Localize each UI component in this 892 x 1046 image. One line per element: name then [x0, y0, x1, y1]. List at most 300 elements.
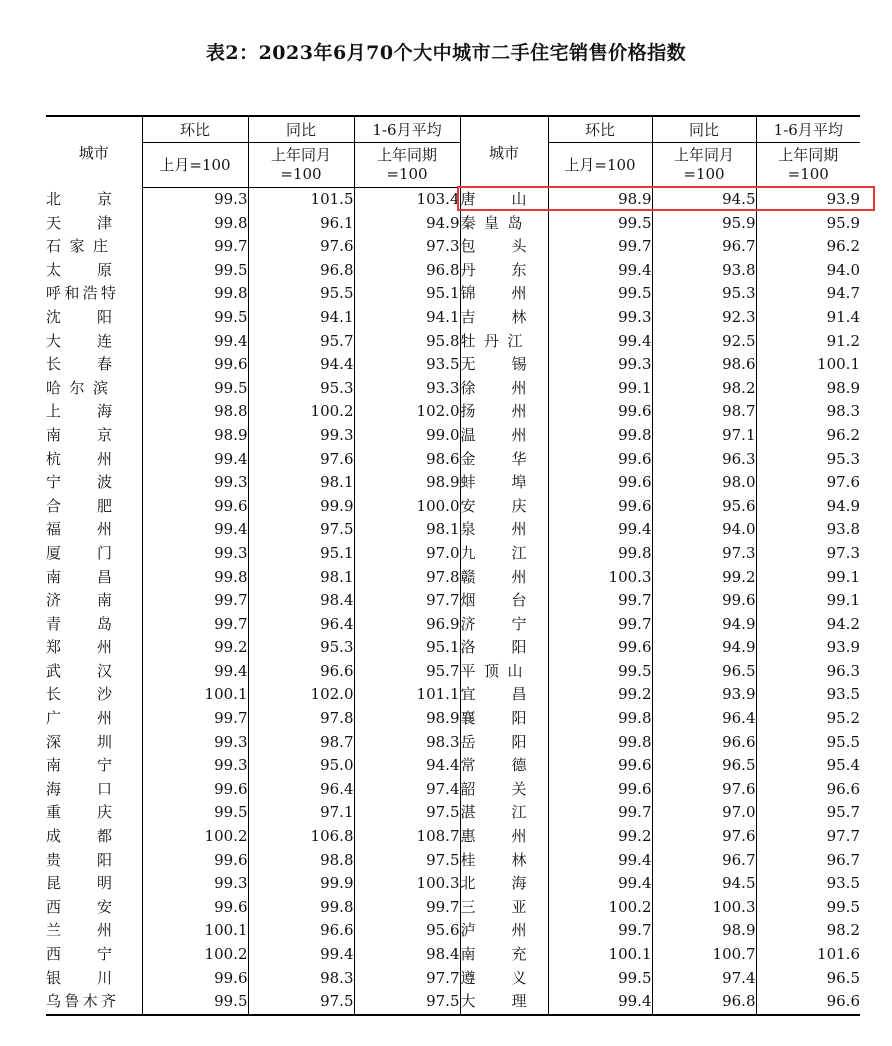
avg-cell-right: 96.2 [756, 424, 860, 448]
city-name: 安庆 [460, 496, 527, 515]
avg-cell: 98.4 [354, 943, 460, 967]
city-name: 太原 [46, 260, 112, 279]
avg-cell-right: 101.6 [756, 943, 860, 967]
city-name: 无锡 [460, 355, 527, 374]
city-name: 海口 [46, 779, 112, 798]
avg-base-line2-right: =100 [787, 165, 829, 183]
city-cell-right [460, 613, 548, 637]
avg-cell-right: 98.3 [756, 400, 860, 424]
avg-cell-right: 96.6 [756, 990, 860, 1015]
city-name: 扬州 [460, 402, 527, 421]
yoy-base-header [248, 143, 354, 188]
avg-cell: 108.7 [354, 825, 460, 849]
avg-cell: 102.0 [354, 400, 460, 424]
mom-cell-right: 99.6 [548, 471, 652, 495]
yoy-cell: 98.8 [248, 849, 354, 873]
yoy-cell-right: 96.8 [652, 990, 756, 1015]
avg-cell: 97.7 [354, 589, 460, 613]
avg-cell-right: 97.6 [756, 471, 860, 495]
mom-cell: 99.7 [142, 707, 248, 731]
yoy-cell: 95.1 [248, 542, 354, 566]
avg-cell-right: 96.6 [756, 778, 860, 802]
city-name: 昆明 [46, 874, 112, 893]
mom-cell: 99.6 [142, 495, 248, 519]
mom-cell: 99.3 [142, 188, 248, 212]
avg-cell: 95.1 [354, 282, 460, 306]
mom-cell-right: 99.4 [548, 990, 652, 1015]
avg-cell-right: 96.5 [756, 967, 860, 991]
yoy-cell: 97.6 [248, 235, 354, 259]
mom-cell: 99.8 [142, 212, 248, 236]
avg-cell: 97.5 [354, 990, 460, 1015]
mom-cell-right: 99.7 [548, 801, 652, 825]
city-name: 遵义 [460, 968, 527, 987]
table-row [46, 613, 860, 637]
city-name: 大连 [46, 331, 112, 350]
city-cell [46, 471, 142, 495]
city-cell [46, 801, 142, 825]
avg-cell-right: 99.5 [756, 896, 860, 920]
mom-cell: 99.5 [142, 377, 248, 401]
city-cell [46, 872, 142, 896]
yoy-base-line1: 上年同月 [270, 146, 331, 164]
city-cell-right [460, 424, 548, 448]
city-name: 泸州 [460, 921, 527, 940]
avg-cell-right: 91.2 [756, 330, 860, 354]
mom-cell-right: 99.8 [548, 542, 652, 566]
mom-cell: 99.3 [142, 754, 248, 778]
city-name: 乌鲁木齐 [46, 992, 116, 1011]
yoy-cell-right: 92.3 [652, 306, 756, 330]
avg-base-header [354, 143, 460, 188]
city-cell [46, 330, 142, 354]
city-name: 襄阳 [460, 709, 527, 728]
city-cell-right [460, 825, 548, 849]
avg-cell: 97.5 [354, 849, 460, 873]
yoy-cell-right: 100.3 [652, 896, 756, 920]
city-cell-right [460, 731, 548, 755]
avg-cell-right: 94.0 [756, 259, 860, 283]
mom-cell: 99.3 [142, 471, 248, 495]
avg-cell: 95.7 [354, 660, 460, 684]
mom-base-header-right: 上月=100 [548, 143, 652, 188]
table-row [46, 566, 860, 590]
city-name: 宜昌 [460, 685, 527, 704]
city-cell [46, 188, 142, 212]
city-name: 丹东 [460, 260, 527, 279]
yoy-cell-right: 94.0 [652, 518, 756, 542]
mom-cell: 99.7 [142, 235, 248, 259]
city-cell [46, 259, 142, 283]
city-cell-right [460, 872, 548, 896]
city-name: 温州 [460, 425, 527, 444]
mom-cell: 99.4 [142, 330, 248, 354]
city-cell [46, 518, 142, 542]
mom-cell: 99.6 [142, 353, 248, 377]
avg-cell: 95.1 [354, 636, 460, 660]
yoy-cell-right: 94.9 [652, 636, 756, 660]
city-name: 重庆 [46, 803, 112, 822]
city-name: 韶关 [460, 779, 527, 798]
city-name: 石家庄 [46, 237, 108, 256]
table-row [46, 259, 860, 283]
mom-cell: 100.1 [142, 919, 248, 943]
mom-cell-right: 100.2 [548, 896, 652, 920]
city-name: 长春 [46, 355, 112, 374]
city-cell-right [460, 754, 548, 778]
yoy-cell-right: 99.2 [652, 566, 756, 590]
avg-cell-right: 93.8 [756, 518, 860, 542]
city-name: 大理 [460, 992, 527, 1011]
yoy-cell: 97.6 [248, 448, 354, 472]
city-name: 长沙 [46, 685, 112, 704]
city-cell-right [460, 306, 548, 330]
avg-cell: 100.3 [354, 872, 460, 896]
table-row [46, 707, 860, 731]
city-cell [46, 636, 142, 660]
avg-cell: 93.3 [354, 377, 460, 401]
yoy-cell-right: 96.6 [652, 731, 756, 755]
avg-cell: 97.0 [354, 542, 460, 566]
mom-cell: 99.2 [142, 636, 248, 660]
yoy-cell: 96.6 [248, 919, 354, 943]
avg-cell-right: 93.5 [756, 872, 860, 896]
mom-cell-right: 99.4 [548, 518, 652, 542]
avg-header-right: 1-6月平均 [756, 116, 860, 143]
city-name: 济宁 [460, 614, 527, 633]
city-cell-right [460, 943, 548, 967]
table-row [46, 683, 860, 707]
city-name: 金华 [460, 449, 527, 468]
table-row [46, 589, 860, 613]
mom-cell: 99.7 [142, 613, 248, 637]
yoy-cell: 97.1 [248, 801, 354, 825]
yoy-cell: 99.8 [248, 896, 354, 920]
yoy-cell: 96.6 [248, 660, 354, 684]
city-cell-right [460, 778, 548, 802]
city-cell [46, 825, 142, 849]
avg-cell: 98.1 [354, 518, 460, 542]
city-cell-right [460, 849, 548, 873]
mom-cell-right: 99.7 [548, 919, 652, 943]
yoy-cell: 95.0 [248, 754, 354, 778]
mom-cell-right: 99.6 [548, 448, 652, 472]
yoy-cell: 94.1 [248, 306, 354, 330]
city-cell [46, 377, 142, 401]
table-row [46, 731, 860, 755]
mom-cell: 99.5 [142, 259, 248, 283]
yoy-cell: 102.0 [248, 683, 354, 707]
yoy-cell-right: 93.8 [652, 259, 756, 283]
city-name: 徐州 [460, 378, 527, 397]
city-cell-right [460, 353, 548, 377]
avg-cell-right: 98.9 [756, 377, 860, 401]
city-cell-right [460, 235, 548, 259]
mom-cell: 99.6 [142, 896, 248, 920]
yoy-cell-right: 96.7 [652, 235, 756, 259]
table-row [46, 330, 860, 354]
mom-cell: 99.7 [142, 589, 248, 613]
city-name: 成都 [46, 827, 112, 846]
avg-cell-right: 97.3 [756, 542, 860, 566]
yoy-base-header-right [652, 143, 756, 188]
avg-cell: 94.4 [354, 754, 460, 778]
yoy-cell-right: 96.7 [652, 849, 756, 873]
city-name: 常德 [460, 756, 527, 775]
avg-base-line1-right: 上年同期 [778, 146, 839, 164]
table-title: 表2：2023年6月70个大中城市二手住宅销售价格指数 [205, 42, 687, 64]
yoy-cell: 101.5 [248, 188, 354, 212]
yoy-cell-right: 98.6 [652, 353, 756, 377]
city-cell-right [460, 495, 548, 519]
mom-cell-right: 99.8 [548, 424, 652, 448]
city-name: 泉州 [460, 520, 527, 539]
city-cell [46, 707, 142, 731]
mom-cell-right: 100.1 [548, 943, 652, 967]
yoy-cell-right: 98.7 [652, 400, 756, 424]
city-name: 哈尔滨 [46, 378, 108, 397]
mom-cell-right: 99.7 [548, 235, 652, 259]
city-cell-right [460, 683, 548, 707]
table-row [46, 471, 860, 495]
city-cell-right [460, 448, 548, 472]
avg-cell: 97.4 [354, 778, 460, 802]
price-index-table [46, 115, 860, 1016]
city-name: 兰州 [46, 921, 112, 940]
avg-cell: 99.0 [354, 424, 460, 448]
mom-cell: 99.4 [142, 660, 248, 684]
mom-cell-right: 99.6 [548, 754, 652, 778]
avg-cell-right: 95.3 [756, 448, 860, 472]
city-name: 武汉 [46, 661, 112, 680]
mom-cell-right: 99.4 [548, 259, 652, 283]
yoy-cell-right: 98.9 [652, 919, 756, 943]
yoy-cell: 98.1 [248, 566, 354, 590]
city-name: 南充 [460, 945, 527, 963]
mom-cell-right: 99.6 [548, 495, 652, 519]
yoy-cell-right: 97.6 [652, 825, 756, 849]
city-name: 厦门 [46, 543, 112, 562]
mom-cell: 99.3 [142, 542, 248, 566]
city-name: 青岛 [46, 614, 112, 633]
mom-cell-right: 98.9 [548, 188, 652, 212]
city-name: 三亚 [460, 897, 527, 916]
avg-cell-right: 96.7 [756, 849, 860, 873]
mom-cell: 99.5 [142, 306, 248, 330]
city-name: 西安 [46, 897, 112, 916]
table-row [46, 849, 860, 873]
yoy-base-line1-right: 上年同月 [673, 146, 734, 164]
yoy-cell: 95.5 [248, 282, 354, 306]
avg-header: 1-6月平均 [354, 116, 460, 143]
city-cell [46, 235, 142, 259]
avg-cell-right: 93.9 [756, 188, 860, 212]
table-row [46, 495, 860, 519]
city-name: 秦皇岛 [460, 213, 523, 232]
yoy-cell: 98.1 [248, 471, 354, 495]
avg-cell-right: 93.5 [756, 683, 860, 707]
avg-cell: 101.1 [354, 683, 460, 707]
city-cell-right [460, 636, 548, 660]
mom-cell: 99.8 [142, 282, 248, 306]
avg-cell: 99.7 [354, 896, 460, 920]
avg-base-line2: =100 [386, 165, 428, 183]
mom-cell-right: 99.7 [548, 613, 652, 637]
avg-cell: 103.4 [354, 188, 460, 212]
table-row [46, 896, 860, 920]
city-cell [46, 660, 142, 684]
mom-cell-right: 99.1 [548, 377, 652, 401]
yoy-header: 同比 [248, 116, 354, 143]
city-cell [46, 306, 142, 330]
avg-cell: 98.9 [354, 471, 460, 495]
table-row [46, 990, 860, 1015]
table-row [46, 943, 860, 967]
header-row-2 [46, 143, 860, 188]
header-row-1 [46, 116, 860, 143]
city-name: 呼和浩特 [46, 284, 116, 303]
mom-cell: 99.3 [142, 872, 248, 896]
city-cell-right [460, 660, 548, 684]
mom-cell-right: 99.6 [548, 636, 652, 660]
yoy-cell-right: 97.1 [652, 424, 756, 448]
avg-base-line1: 上年同期 [376, 146, 437, 164]
city-name: 桂林 [460, 850, 527, 869]
yoy-cell: 96.4 [248, 778, 354, 802]
city-cell-right [460, 566, 548, 590]
city-name: 烟台 [460, 591, 527, 610]
mom-cell: 99.6 [142, 778, 248, 802]
table-row [46, 235, 860, 259]
city-cell-right [460, 967, 548, 991]
avg-cell-right: 99.1 [756, 589, 860, 613]
yoy-cell: 106.8 [248, 825, 354, 849]
city-cell [46, 282, 142, 306]
yoy-cell: 94.4 [248, 353, 354, 377]
yoy-cell: 99.3 [248, 424, 354, 448]
avg-cell: 98.9 [354, 707, 460, 731]
avg-cell: 97.5 [354, 801, 460, 825]
yoy-cell-right: 96.5 [652, 660, 756, 684]
table-row [46, 306, 860, 330]
table-row [46, 636, 860, 660]
city-cell-right [460, 518, 548, 542]
yoy-cell-right: 97.4 [652, 967, 756, 991]
mom-cell: 99.5 [142, 801, 248, 825]
mom-cell-right: 99.5 [548, 660, 652, 684]
city-cell-right [460, 330, 548, 354]
mom-cell: 99.8 [142, 566, 248, 590]
table-row [46, 188, 860, 212]
avg-cell-right: 98.2 [756, 919, 860, 943]
city-cell [46, 896, 142, 920]
city-header: 城市 [46, 116, 142, 188]
city-cell [46, 919, 142, 943]
city-cell [46, 424, 142, 448]
city-cell [46, 967, 142, 991]
mom-cell-right: 99.5 [548, 212, 652, 236]
mom-cell-right: 99.4 [548, 330, 652, 354]
city-name: 西宁 [46, 945, 112, 963]
city-cell-right [460, 707, 548, 731]
mom-cell-right: 99.3 [548, 353, 652, 377]
city-name: 南京 [46, 425, 112, 444]
avg-cell: 97.3 [354, 235, 460, 259]
city-cell [46, 212, 142, 236]
city-cell-right [460, 259, 548, 283]
mom-base-header: 上月=100 [142, 143, 248, 188]
yoy-cell-right: 94.5 [652, 872, 756, 896]
city-name: 合肥 [46, 496, 112, 515]
city-cell [46, 849, 142, 873]
avg-cell-right: 95.9 [756, 212, 860, 236]
mom-cell-right: 99.6 [548, 400, 652, 424]
mom-cell: 100.2 [142, 943, 248, 967]
city-name: 沈阳 [46, 307, 112, 326]
table-row [46, 448, 860, 472]
yoy-cell: 99.9 [248, 872, 354, 896]
mom-cell-right: 100.3 [548, 566, 652, 590]
yoy-cell: 95.3 [248, 377, 354, 401]
avg-cell: 94.9 [354, 212, 460, 236]
table-row [46, 754, 860, 778]
city-name: 洛阳 [460, 638, 527, 657]
city-cell-right [460, 801, 548, 825]
avg-cell-right: 95.7 [756, 801, 860, 825]
yoy-cell: 99.4 [248, 943, 354, 967]
city-name: 南昌 [46, 567, 112, 586]
yoy-cell-right: 93.9 [652, 683, 756, 707]
city-cell [46, 566, 142, 590]
table-row [46, 282, 860, 306]
mom-cell: 99.4 [142, 518, 248, 542]
yoy-cell: 99.9 [248, 495, 354, 519]
city-name: 赣州 [460, 567, 527, 586]
city-cell-right [460, 896, 548, 920]
city-name: 蚌埠 [460, 473, 527, 492]
table-row [46, 542, 860, 566]
city-name: 南宁 [46, 756, 112, 775]
city-header-right: 城市 [460, 116, 548, 188]
yoy-cell: 96.1 [248, 212, 354, 236]
mom-cell-right: 99.8 [548, 731, 652, 755]
mom-cell-right: 99.6 [548, 778, 652, 802]
yoy-cell-right: 96.3 [652, 448, 756, 472]
city-cell [46, 400, 142, 424]
city-cell [46, 495, 142, 519]
yoy-cell: 97.8 [248, 707, 354, 731]
city-cell-right [460, 990, 548, 1015]
city-cell [46, 613, 142, 637]
mom-header: 环比 [142, 116, 248, 143]
city-cell [46, 754, 142, 778]
yoy-cell-right: 96.5 [652, 754, 756, 778]
avg-cell-right: 100.1 [756, 353, 860, 377]
mom-cell-right: 99.3 [548, 306, 652, 330]
city-cell-right [460, 377, 548, 401]
table-row [46, 377, 860, 401]
mom-cell-right: 99.8 [548, 707, 652, 731]
yoy-cell-right: 92.5 [652, 330, 756, 354]
mom-cell-right: 99.2 [548, 683, 652, 707]
mom-cell: 98.8 [142, 400, 248, 424]
table-row [46, 919, 860, 943]
yoy-cell-right: 98.0 [652, 471, 756, 495]
table-row [46, 353, 860, 377]
city-name: 深圳 [46, 732, 112, 751]
yoy-cell-right: 95.6 [652, 495, 756, 519]
city-cell-right [460, 589, 548, 613]
